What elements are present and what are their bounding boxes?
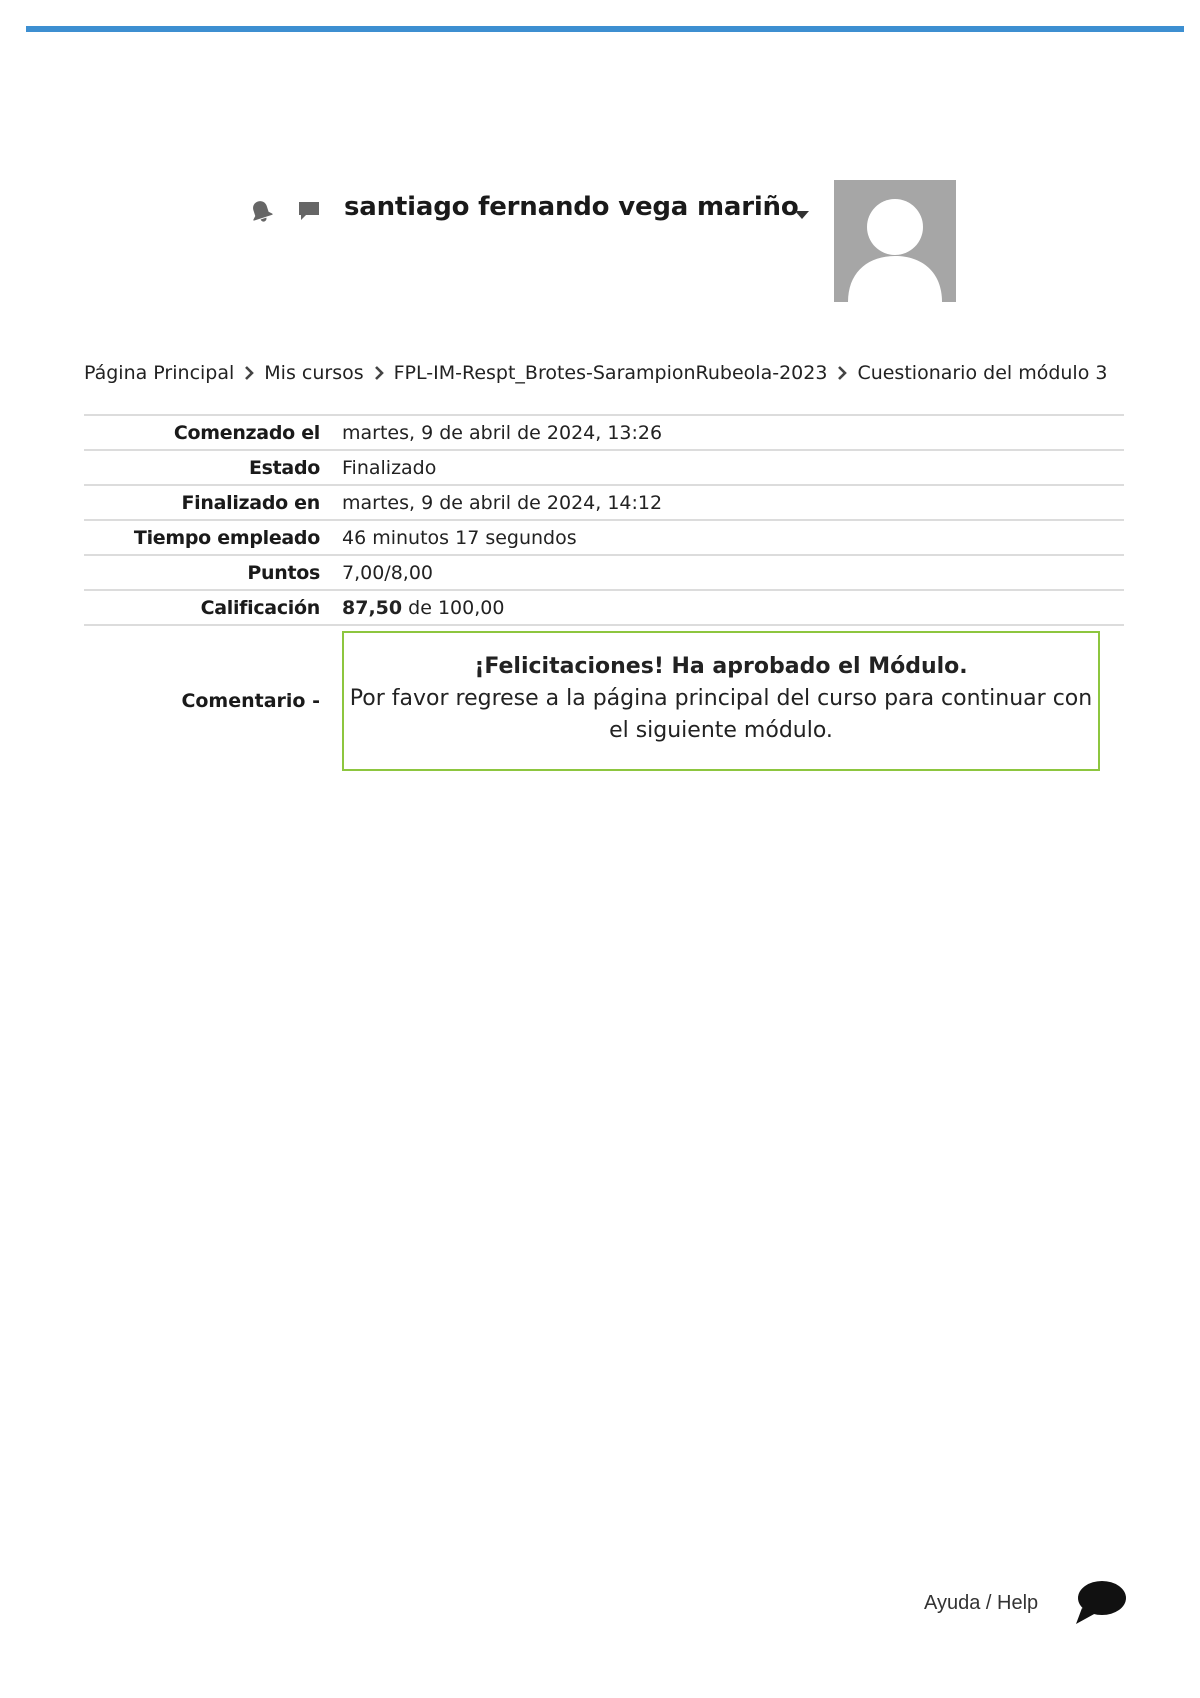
user-silhouette-icon xyxy=(834,180,956,302)
quiz-attempt-summary xyxy=(84,414,1124,776)
avatar[interactable] xyxy=(834,180,956,302)
breadcrumb-item-course[interactable]: FPL-IM-Respt_Brotes-SarampionRubeola-2023 xyxy=(393,362,828,384)
summary-value xyxy=(342,597,504,619)
summary-label: Calificación xyxy=(200,596,320,619)
summary-row-time-taken xyxy=(84,521,1124,556)
feedback-box xyxy=(342,631,1100,771)
summary-label: Tiempo empleado xyxy=(133,526,320,549)
chat-bubble-icon[interactable] xyxy=(1074,1578,1128,1628)
breadcrumb-item-quiz[interactable]: Cuestionario del módulo 3 xyxy=(857,362,1108,384)
summary-row-finished xyxy=(84,486,1124,521)
feedback-title: ¡Felicitaciones! Ha aprobado el Módulo. xyxy=(474,654,968,679)
summary-row-started xyxy=(84,416,1124,451)
bell-icon[interactable] xyxy=(248,198,274,224)
top-accent-bar xyxy=(26,26,1184,32)
chevron-right-icon xyxy=(835,366,849,380)
summary-value: martes, 9 de abril de 2024, 14:12 xyxy=(342,491,663,514)
summary-row-comment xyxy=(84,626,1124,776)
breadcrumb-item-my-courses[interactable]: Mis cursos xyxy=(264,362,364,384)
feedback-body: Por favor regrese a la página principal del curso para continuar con el siguiente módulo. xyxy=(349,686,1093,743)
user-header xyxy=(248,180,960,304)
summary-value: 7,00/8,00 xyxy=(342,561,434,584)
caret-down-icon[interactable] xyxy=(794,206,810,218)
summary-label: Puntos xyxy=(247,561,320,584)
chevron-right-icon xyxy=(242,366,256,380)
grade-score: 87,50 xyxy=(342,596,403,619)
help-widget xyxy=(920,1578,1140,1634)
help-link[interactable]: Ayuda / Help xyxy=(924,1592,1039,1614)
summary-label: Comentario - xyxy=(181,690,320,712)
summary-value: martes, 9 de abril de 2024, 13:26 xyxy=(342,421,663,444)
summary-label: Finalizado en xyxy=(181,491,320,514)
summary-value: 46 minutos 17 segundos xyxy=(342,526,577,549)
grade-suffix: de 100,00 xyxy=(408,596,505,619)
chat-icon[interactable] xyxy=(296,198,322,224)
summary-value: Finalizado xyxy=(342,456,437,479)
summary-row-grade xyxy=(84,591,1124,626)
summary-label: Estado xyxy=(248,456,320,479)
summary-label: Comenzado el xyxy=(173,421,320,444)
summary-row-state xyxy=(84,451,1124,486)
user-name[interactable]: santiago fernando vega mariño xyxy=(344,192,799,222)
breadcrumb xyxy=(84,358,1124,388)
breadcrumb-item-home[interactable]: Página Principal xyxy=(84,362,235,384)
chevron-right-icon xyxy=(372,366,386,380)
summary-row-points xyxy=(84,556,1124,591)
